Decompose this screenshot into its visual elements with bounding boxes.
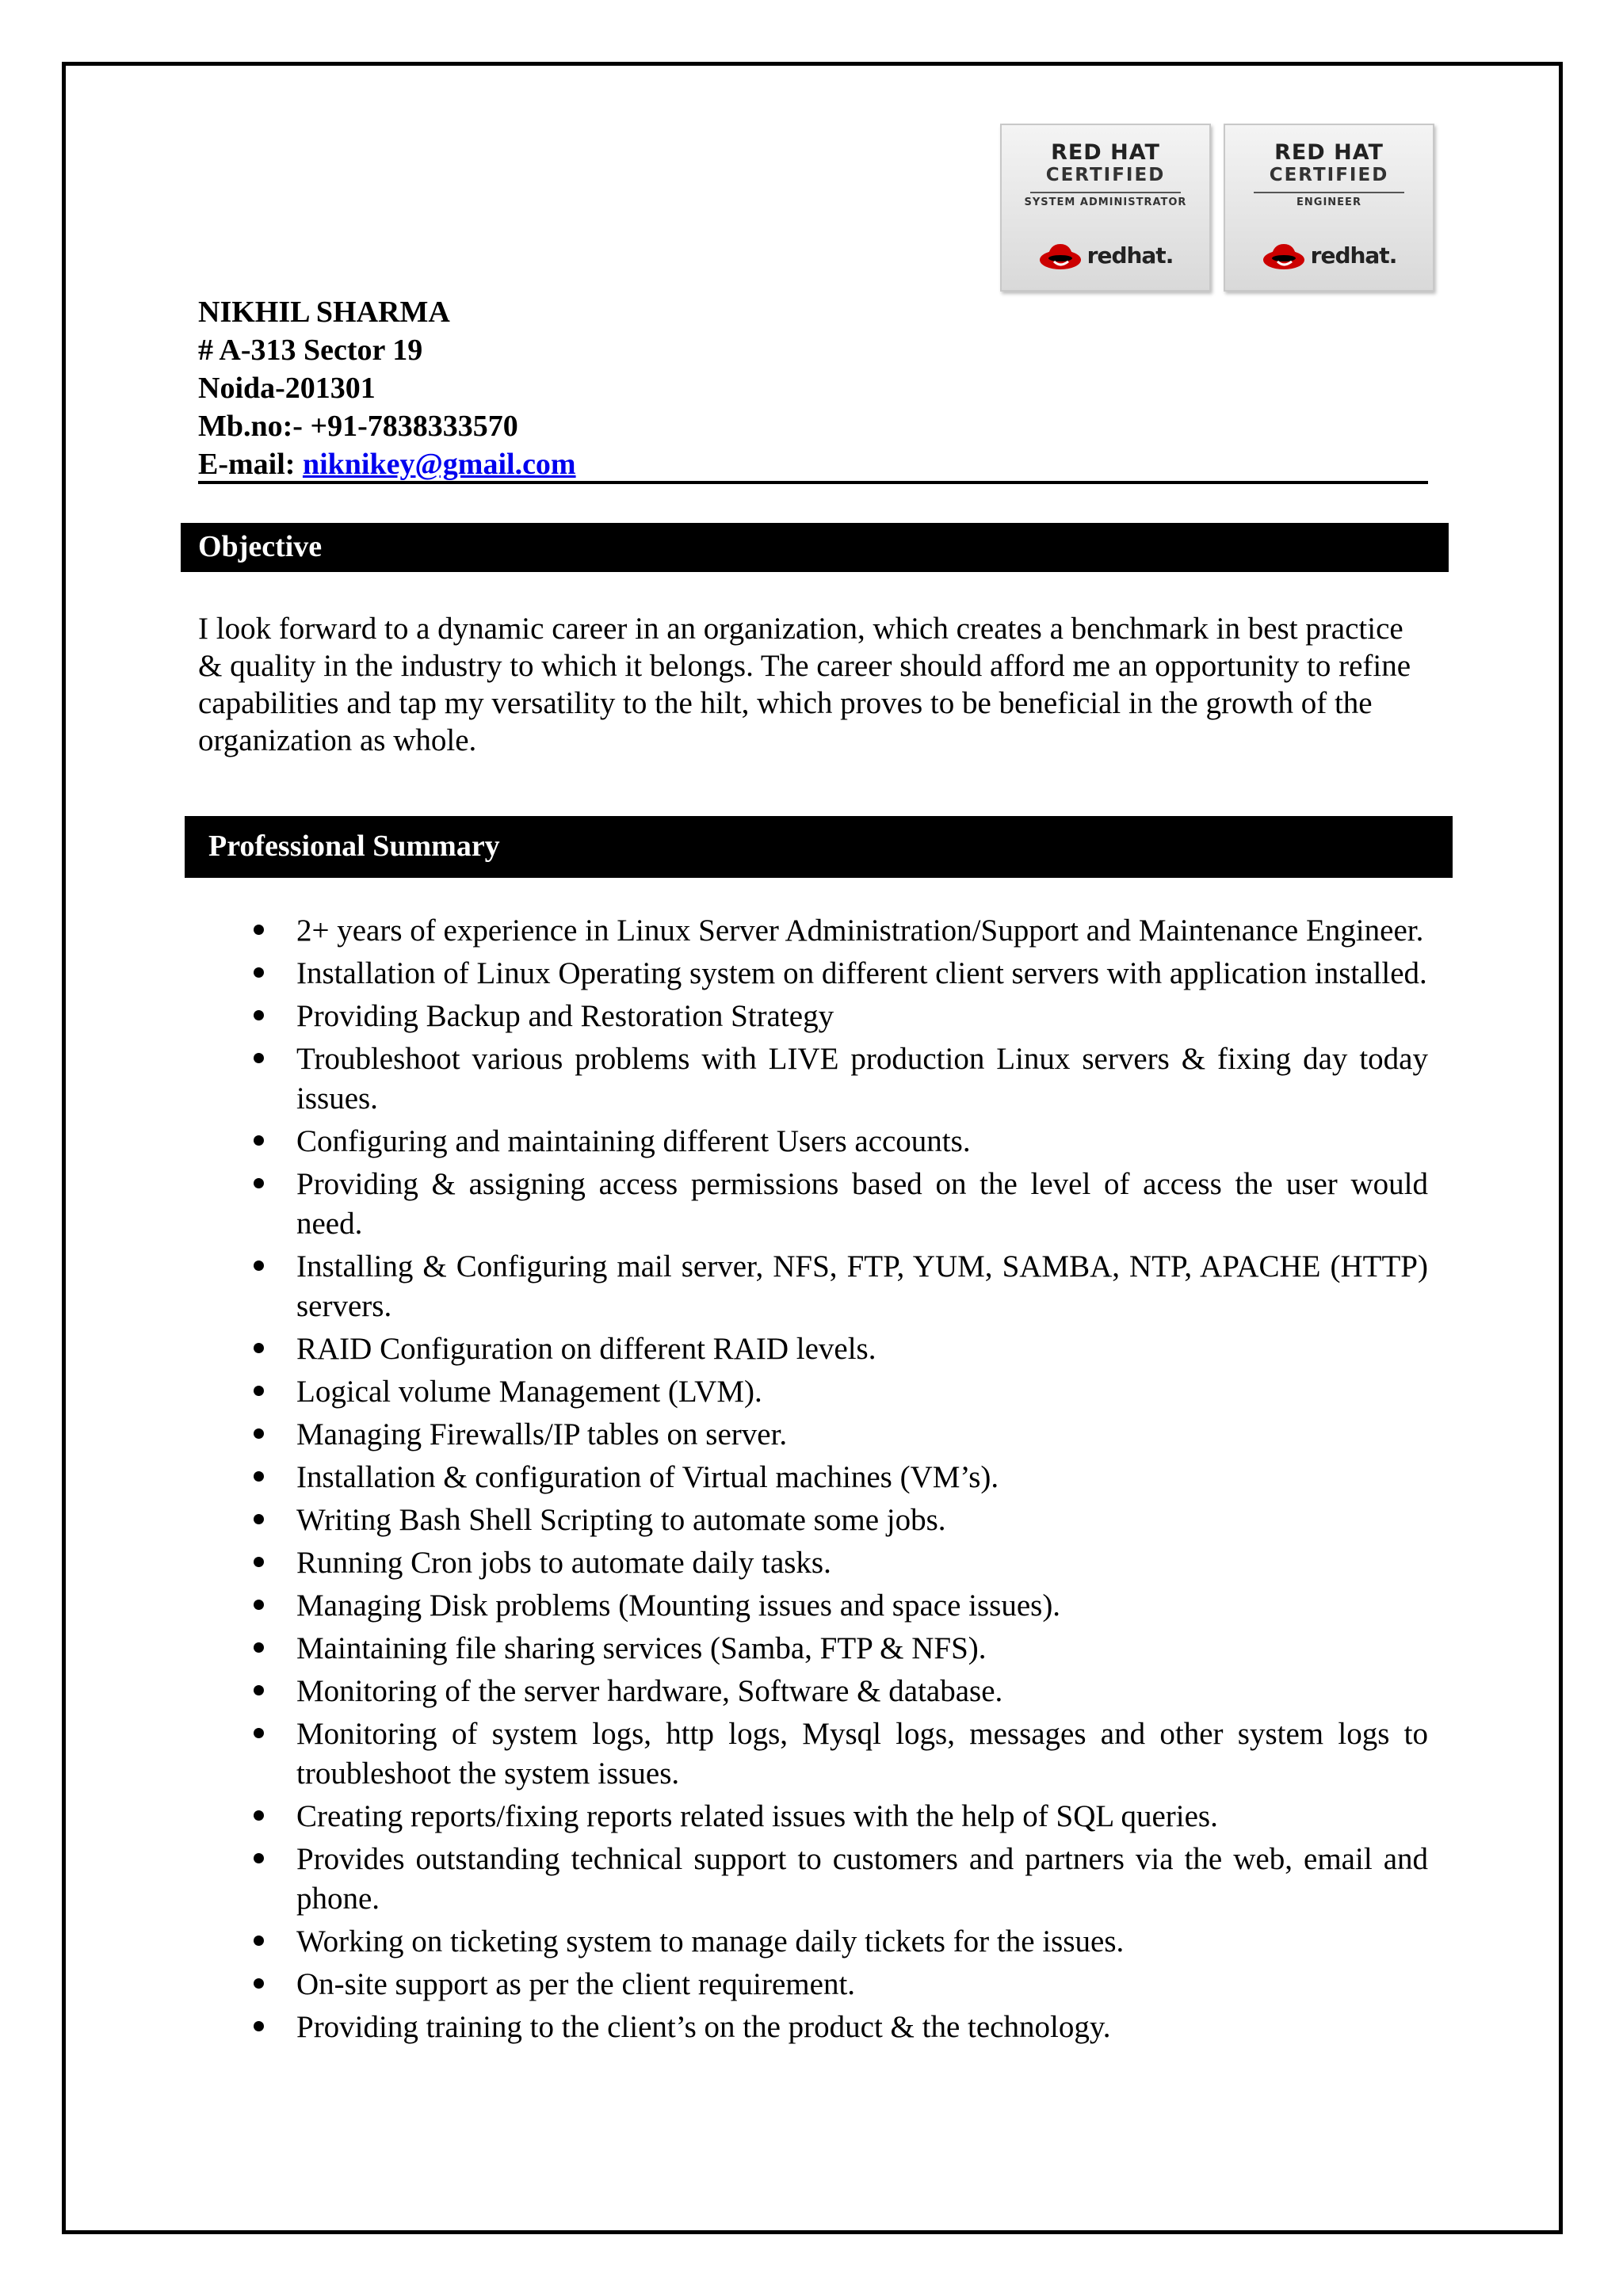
badge-line2: CERTIFIED xyxy=(1269,165,1389,185)
summary-item xyxy=(222,1415,1428,1455)
bullet-icon xyxy=(254,2021,264,2031)
redhat-wordmark: redhat. xyxy=(1086,242,1174,269)
bullet-icon xyxy=(254,1178,264,1188)
summary-item xyxy=(222,1247,1428,1326)
bullet-icon xyxy=(254,1010,264,1020)
contact-header xyxy=(198,293,576,483)
summary-item-text: On-site support as per the client requirement. xyxy=(296,1967,856,2001)
summary-item xyxy=(222,1458,1428,1497)
summary-item xyxy=(222,1039,1428,1119)
address-line-2: Noida-201301 xyxy=(198,372,376,405)
email-label: E-mail: xyxy=(198,448,296,481)
summary-item-text: 2+ years of experience in Linux Server Administration/Support and Maintenance Engineer. xyxy=(296,913,1424,948)
summary-item xyxy=(222,1543,1428,1583)
certification-badges xyxy=(1000,124,1434,292)
summary-item-text: Troubleshoot various problems with LIVE production Linux servers & fixing day today issues. xyxy=(296,1042,1428,1116)
bullet-icon xyxy=(254,1471,264,1482)
summary-item-text: Installation & configuration of Virtual machines (VM’s). xyxy=(296,1460,999,1494)
email-line xyxy=(198,445,576,483)
bullet-icon xyxy=(254,1053,264,1063)
summary-item xyxy=(222,1501,1428,1540)
summary-item xyxy=(222,2008,1428,2047)
badge-line3: ENGINEER xyxy=(1296,196,1361,208)
summary-item xyxy=(222,1122,1428,1161)
bullet-icon xyxy=(254,1853,264,1863)
summary-item-text: Writing Bash Shell Scripting to automate some jobs. xyxy=(296,1503,946,1537)
badge-rule xyxy=(1254,192,1404,193)
summary-item xyxy=(222,1714,1428,1794)
redhat-logo xyxy=(1002,239,1209,271)
summary-item-text: Providing training to the client’s on the product & the technology. xyxy=(296,2010,1111,2044)
bullet-icon xyxy=(254,1343,264,1353)
summary-item-text: Running Cron jobs to automate daily tasks. xyxy=(296,1546,831,1580)
shadowman-icon xyxy=(1038,239,1083,271)
summary-item-text: Maintaining file sharing services (Samba, FTP & NFS). xyxy=(296,1631,987,1665)
summary-heading: Professional Summary xyxy=(185,816,1453,878)
summary-item xyxy=(222,1329,1428,1369)
summary-item-text: Providing & assigning access permissions based on the level of access the user would need. xyxy=(296,1167,1428,1241)
bullet-icon xyxy=(254,1386,264,1396)
shadowman-icon xyxy=(1262,239,1306,271)
rhcsa-badge xyxy=(1000,124,1211,292)
bullet-icon xyxy=(254,1728,264,1738)
summary-item xyxy=(222,1165,1428,1244)
bullet-icon xyxy=(254,1514,264,1524)
summary-item-text: RAID Configuration on different RAID levels. xyxy=(296,1332,876,1366)
summary-list xyxy=(222,911,1428,2050)
bullet-icon xyxy=(254,1557,264,1567)
bullet-icon xyxy=(254,1810,264,1821)
badge-line3: SYSTEM ADMINISTRATOR xyxy=(1024,196,1187,208)
address-line-1: # A-313 Sector 19 xyxy=(198,334,423,367)
summary-item-text: Providing Backup and Restoration Strategy xyxy=(296,999,834,1033)
email-link[interactable]: niknikey@gmail.com xyxy=(302,448,576,481)
redhat-wordmark: redhat. xyxy=(1310,242,1397,269)
candidate-name: NIKHIL SHARMA xyxy=(198,296,450,329)
bullet-icon xyxy=(254,1600,264,1610)
rhce-badge xyxy=(1224,124,1434,292)
summary-item xyxy=(222,911,1428,951)
summary-item xyxy=(222,997,1428,1036)
summary-item xyxy=(222,1672,1428,1711)
bullet-icon xyxy=(254,1642,264,1653)
summary-item-text: Logical volume Management (LVM). xyxy=(296,1375,762,1409)
summary-item xyxy=(222,1797,1428,1836)
badge-line1: RED HAT xyxy=(1274,140,1384,165)
bullet-icon xyxy=(254,925,264,935)
summary-item-text: Managing Disk problems (Mounting issues and space issues). xyxy=(296,1589,1061,1623)
summary-item xyxy=(222,954,1428,994)
summary-item-text: Provides outstanding technical support to customers and partners via the web, email and phone. xyxy=(296,1842,1428,1916)
bullet-icon xyxy=(254,1135,264,1146)
badge-rule xyxy=(1030,192,1181,193)
summary-item-text: Installing & Configuring mail server, NFS, FTP, YUM, SAMBA, NTP, APACHE (HTTP) servers. xyxy=(296,1249,1428,1323)
summary-item xyxy=(222,1629,1428,1669)
summary-item-text: Monitoring of the server hardware, Software & database. xyxy=(296,1674,1003,1708)
summary-item-text: Managing Firewalls/IP tables on server. xyxy=(296,1417,788,1451)
bullet-icon xyxy=(254,1261,264,1271)
bullet-icon xyxy=(254,1428,264,1439)
summary-item-text: Working on ticketing system to manage daily tickets for the issues. xyxy=(296,1924,1125,1958)
bullet-icon xyxy=(254,1685,264,1695)
badge-line1: RED HAT xyxy=(1051,140,1160,165)
summary-item xyxy=(222,1840,1428,1919)
summary-item xyxy=(222,1922,1428,1962)
summary-item-text: Creating reports/fixing reports related issues with the help of SQL queries. xyxy=(296,1799,1218,1833)
summary-item-text: Installation of Linux Operating system on different client servers with application installed. xyxy=(296,956,1427,990)
mobile-number: Mb.no:- +91-7838333570 xyxy=(198,410,518,443)
bullet-icon xyxy=(254,1936,264,1946)
bullet-icon xyxy=(254,967,264,978)
objective-text: I look forward to a dynamic career in an organization, which creates a benchmark in best practice & quality in the industry to which it belongs. The career should afford me an opportunity to refine capabilities and tap my versatility to the hilt, which proves to be beneficial in the growth of the organization as whole. xyxy=(198,612,1411,757)
badge-line2: CERTIFIED xyxy=(1045,165,1166,185)
bullet-icon xyxy=(254,1978,264,1989)
header-divider xyxy=(198,481,1428,484)
redhat-logo xyxy=(1225,239,1433,271)
summary-item-text: Configuring and maintaining different Users accounts. xyxy=(296,1124,971,1158)
summary-item xyxy=(222,1965,1428,2004)
summary-item xyxy=(222,1372,1428,1412)
summary-item-text: Monitoring of system logs, http logs, Mysql logs, messages and other system logs to troubleshoot the system issues. xyxy=(296,1717,1428,1791)
summary-item xyxy=(222,1586,1428,1626)
objective-heading: Objective xyxy=(181,523,1449,572)
